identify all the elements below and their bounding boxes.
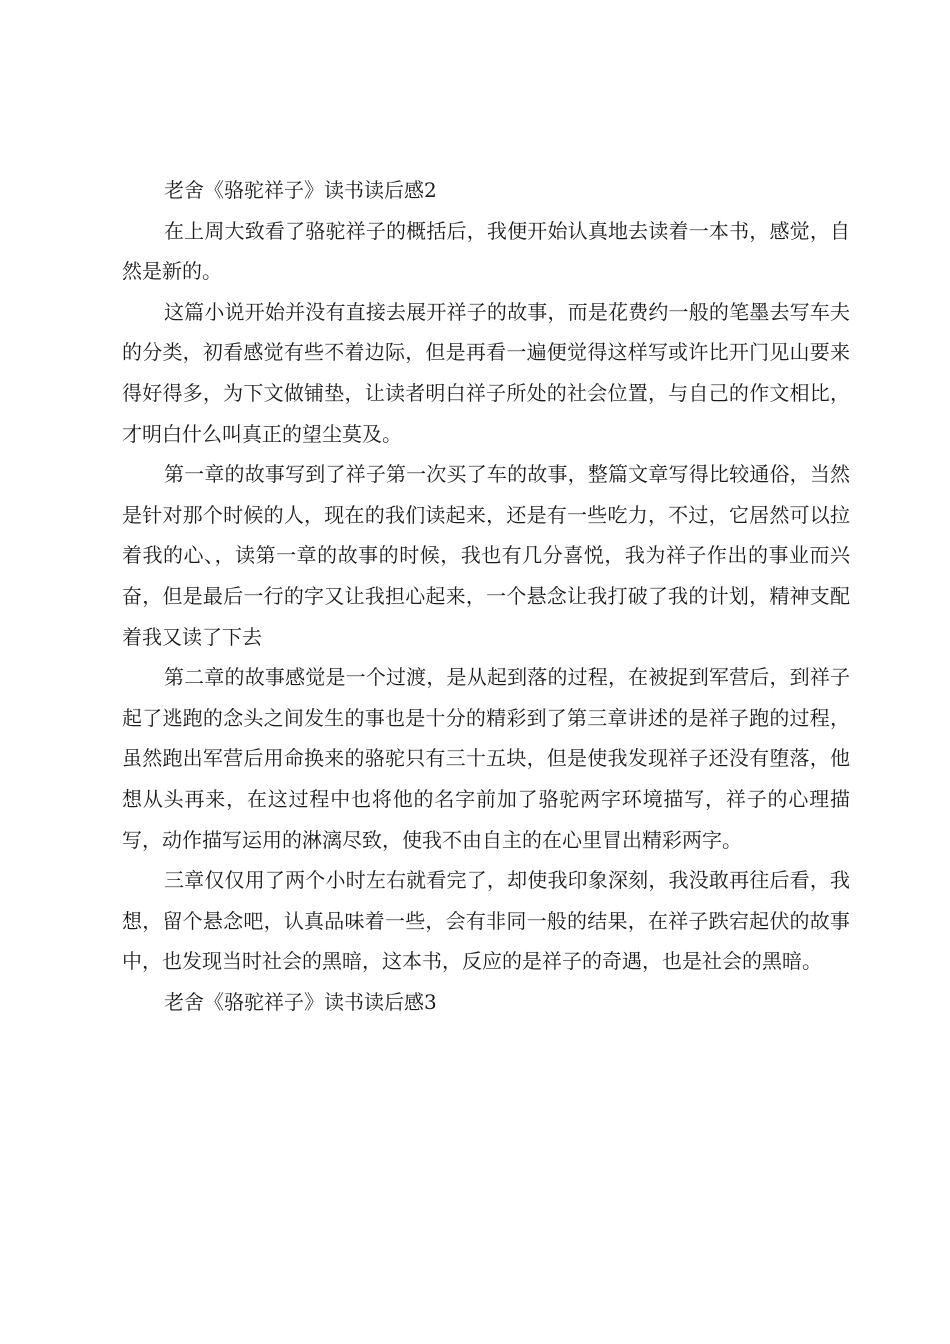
paragraph-5: 三章仅仅用了两个小时左右就看完了，却使我印象深刻，我没敢再往后看，我想，留个悬念吧，认真品味着一些，会有非同一般的结果，在祥子跌宕起伏的故事中，也发现当时社会的黑暗，这本书，反应的是祥子的奇遇，也是社会的黑暗。	[122, 868, 850, 974]
document-body	[122, 170, 850, 1022]
paragraph-1: 在上周大致看了骆驼祥子的概括后，我便开始认真地去读着一本书，感觉，自然是新的。	[122, 218, 850, 284]
paragraph-3: 第一章的故事写到了祥子第一次买了车的故事，整篇文章写得比较通俗，当然是针对那个时候的人，现在的我们读起来，还是有一些吃力，不过，它居然可以拉着我的心、，读第一章的故事的时候，我也有几分喜悦，我为祥子作出的事业而兴奋，但是最后一行的字又让我担心起来，一个悬念让我打破了我的计划，精神支配着我又读了下去	[122, 462, 850, 649]
section-heading-3: 老舍《骆驼祥子》读书读后感3	[164, 989, 437, 1014]
paragraph-4: 第二章的故事感觉是一个过渡，是从起到落的过程，在被捉到军营后，到祥子起了逃跑的念头之间发生的事也是十分的精彩到了第三章讲述的是祥子跑的过程，虽然跑出军营后用命换来的骆驼只有三十五块，但是使我发现祥子还没有堕落，他想从头再来，在这过程中也将他的名字前加了骆驼两字环境描写，祥子的心理描写，动作描写运用的淋漓尽致，使我不由自主的在心里冒出精彩两字。	[122, 665, 850, 852]
section-heading-2: 老舍《骆驼祥子》读书读后感2	[164, 178, 437, 202]
paragraph-2: 这篇小说开始并没有直接去展开祥子的故事，而是花费约一般的笔墨去写车夫的分类，初看感觉有些不着边际，但是再看一遍便觉得这样写或许比开门见山要来得好得多，为下文做铺垫，让读者明白祥子所处的社会位置，与自己的作文相比，才明白什么叫真正的望尘莫及。	[122, 299, 850, 446]
